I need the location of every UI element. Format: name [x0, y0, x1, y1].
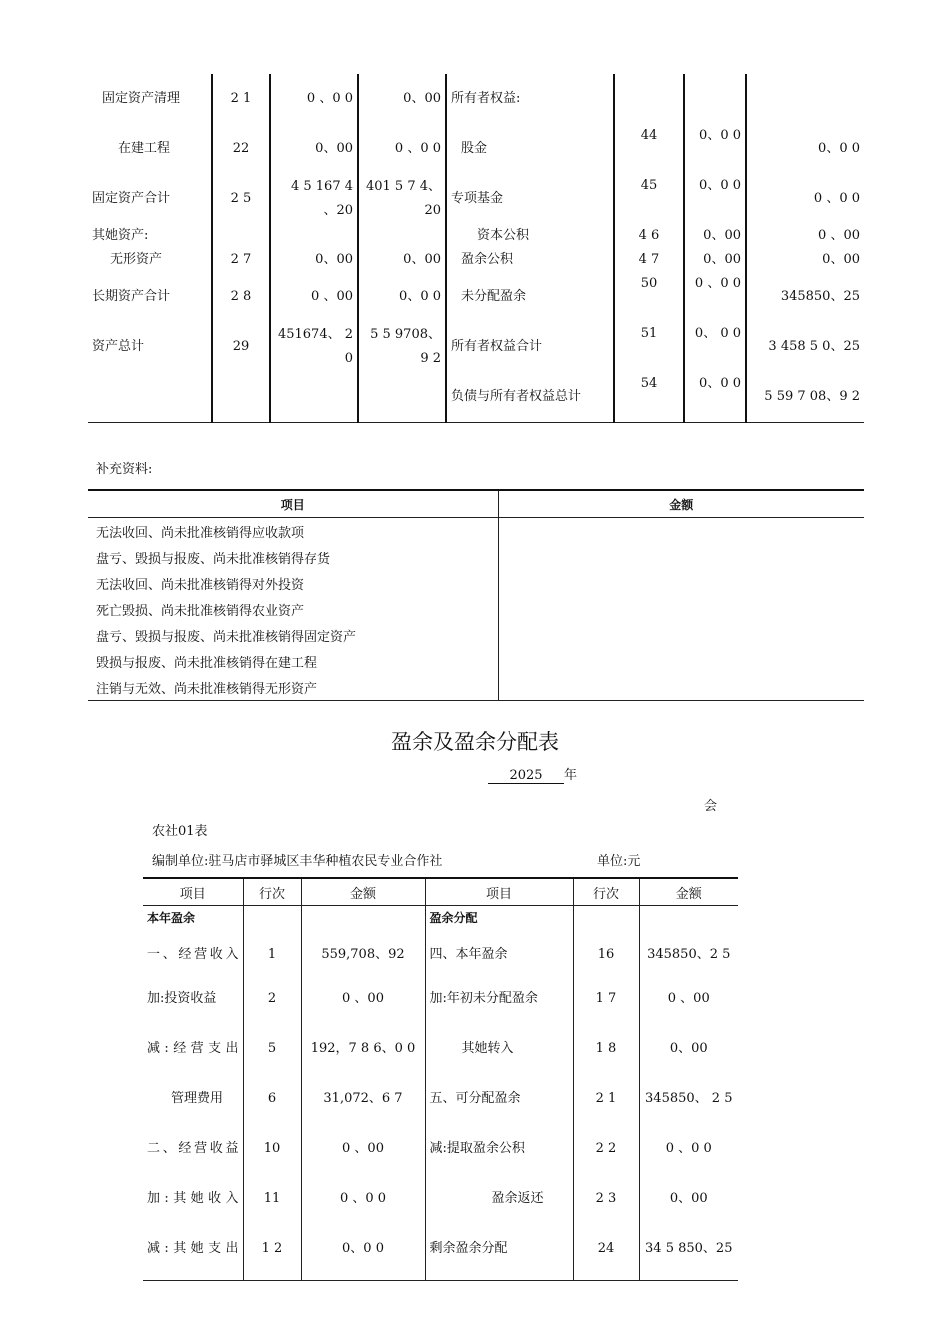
profit-item: 减:经营支出: [147, 1041, 239, 1056]
distribution-line: 1 7: [573, 980, 639, 1018]
balance-row: [88, 372, 864, 422]
form-number: 农社01表: [152, 824, 208, 839]
equity-end-cell: 5 59 7 08、9 2: [746, 372, 864, 422]
distribution-item: 盈余返还: [425, 1180, 573, 1218]
supplement-row: [88, 544, 864, 570]
end-cell: 0 、0 0: [358, 124, 446, 174]
supplement-row: [88, 648, 864, 674]
supplement-item: 注销与无效、尚未批准核销得无形资产: [96, 681, 318, 697]
distribution-line: 1 8: [573, 1018, 639, 1080]
equity-end-cell: 0、0 0: [746, 124, 864, 174]
profit-item: 加:其她收入: [147, 1191, 239, 1206]
profit-line: 10: [243, 1118, 301, 1180]
supplement-item: 无法收回、尚未批准核销得应收款项: [96, 525, 305, 541]
distribution-amount: 0、00: [639, 1018, 738, 1080]
supplement-item: 盘亏、毁损与报废、尚未批准核销得存货: [96, 551, 331, 567]
end-cell: 0、00: [358, 74, 446, 124]
report-year: 2025 年: [488, 764, 577, 784]
begin-cell: [270, 372, 358, 422]
supplement-amount: [498, 674, 864, 701]
begin-cell: 4 5 167 4 、20: [270, 174, 358, 224]
distribution-amount: 345850、2 5: [639, 930, 738, 980]
line-cell: 2 5: [212, 174, 270, 224]
profit-item: 减:其她支出: [147, 1240, 239, 1256]
supplement-row: [88, 518, 864, 545]
profit-line: 1: [243, 930, 301, 980]
line-cell: 22: [212, 124, 270, 174]
profit-amount: 0 、0 0: [301, 1180, 425, 1218]
supplement-row: [88, 596, 864, 622]
equity-line-cell: 51: [614, 322, 684, 372]
profit-row: [143, 1118, 738, 1180]
begin-cell: 451674、 2 0: [270, 322, 358, 372]
equity-begin-cell: 0、0 0: [684, 174, 746, 224]
equity-line-cell: 4 7: [614, 248, 684, 272]
profit-amount: 31,072、6 7: [301, 1080, 425, 1118]
empty-cell: [573, 906, 639, 931]
balance-row: [88, 74, 864, 124]
end-cell: 401 5 7 4、20: [358, 174, 446, 224]
supplement-row: [88, 570, 864, 596]
equity-item-cell: 盈余公积: [446, 248, 614, 272]
profit-item: 加:投资收益: [147, 991, 217, 1006]
equity-end-cell: 345850、25: [746, 272, 864, 322]
profit-amount: 192，7 8 6、0 0: [301, 1018, 425, 1080]
distribution-line: 2 2: [573, 1118, 639, 1180]
profit-header: 金额: [639, 878, 738, 906]
profit-line: 6: [243, 1080, 301, 1118]
line-cell: 2 1: [212, 74, 270, 124]
profit-line: 11: [243, 1180, 301, 1218]
item-cell: 其她资产:: [92, 228, 149, 243]
empty-cell: [243, 906, 301, 931]
profit-header: 行次: [573, 878, 639, 906]
distribution-line: 2 1: [573, 1080, 639, 1118]
profit-line: 1 2: [243, 1218, 301, 1280]
equity-item-cell: 专项基金: [446, 174, 614, 224]
item-cell: 资产总计: [92, 339, 145, 354]
item-cell: 固定资产合计: [92, 191, 171, 206]
end-cell: [358, 372, 446, 422]
item-cell: 在建工程: [118, 141, 171, 156]
supplement-item: 无法收回、尚未批准核销得对外投资: [96, 577, 305, 593]
equity-line-cell: 44: [614, 124, 684, 174]
compiling-unit: [152, 850, 641, 869]
profit-row: [143, 980, 738, 1018]
equity-begin-cell: 0、00: [684, 224, 746, 248]
supplement-amount: [498, 570, 864, 596]
equity-line-cell: 50: [614, 272, 684, 322]
equity-item-cell: 所有者权益合计: [446, 322, 614, 372]
supplement-label: 补充资料:: [96, 462, 153, 477]
profit-amount: 559,708、92: [301, 930, 425, 980]
equity-begin-cell: [684, 74, 746, 124]
equity-end-cell: 0 、0 0: [746, 174, 864, 224]
profit-row: [143, 1218, 738, 1280]
supplement-header-amount: 金额: [498, 490, 864, 518]
begin-cell: 0 、0 0: [270, 74, 358, 124]
section-surplus-distribution: 盈余分配: [425, 906, 573, 931]
supplement-item: 盘亏、毁损与报废、尚未批准核销得固定资产: [96, 629, 357, 645]
equity-end-cell: 3 458 5 0、25: [746, 322, 864, 372]
profit-amount: 0、0 0: [301, 1218, 425, 1280]
supplement-amount: [498, 518, 864, 545]
section-current-surplus: 本年盈余: [147, 911, 196, 925]
distribution-line: 24: [573, 1218, 639, 1280]
equity-item-cell: 股金: [446, 124, 614, 174]
currency-unit: 单位:元: [597, 854, 641, 869]
item-cell: 无形资产: [110, 252, 163, 267]
distribution-item: 其她转入: [425, 1018, 573, 1080]
profit-line: 5: [243, 1018, 301, 1080]
begin-cell: [270, 224, 358, 248]
equity-begin-cell: 0、0 0: [684, 124, 746, 174]
balance-row: [88, 124, 864, 174]
begin-cell: 0、00: [270, 124, 358, 174]
profit-row: [143, 1180, 738, 1218]
balance-row: [88, 322, 864, 372]
distribution-amount: 345850、 2 5: [639, 1080, 738, 1118]
supplement-item: 毁损与报废、尚未批准核销得在建工程: [96, 655, 318, 671]
end-cell: [358, 224, 446, 248]
line-cell: 2 8: [212, 272, 270, 322]
supplement-amount: [498, 544, 864, 570]
profit-table-title: 盈余及盈余分配表: [391, 730, 559, 754]
line-cell: [212, 372, 270, 422]
supplement-amount: [498, 596, 864, 622]
profit-line: 2: [243, 980, 301, 1018]
distribution-amount: 0、00: [639, 1180, 738, 1218]
profit-header: 项目: [143, 878, 243, 906]
distribution-item: 减:提取盈余公积: [425, 1118, 573, 1180]
distribution-item: 剩余盈余分配: [425, 1218, 573, 1280]
supplement-row: [88, 674, 864, 701]
equity-begin-cell: 0、 0 0: [684, 322, 746, 372]
distribution-amount: 0 、00: [639, 980, 738, 1018]
supplement-table: [88, 489, 864, 701]
compiling-unit-name: 编制单位:驻马店市驿城区丰华种植农民专业合作社: [152, 854, 443, 869]
line-cell: [212, 224, 270, 248]
distribution-line: 2 3: [573, 1180, 639, 1218]
profit-item: 二、经营收益: [147, 1141, 239, 1156]
distribution-item: 加:年初未分配盈余: [425, 980, 573, 1018]
end-cell: 0、00: [358, 248, 446, 272]
equity-begin-cell: 0、00: [684, 248, 746, 272]
profit-amount: 0 、00: [301, 1118, 425, 1180]
profit-section-row: [143, 906, 738, 931]
equity-end-cell: 0、00: [746, 248, 864, 272]
balance-sheet-table: [88, 74, 864, 423]
balance-row: [88, 272, 864, 322]
equity-line-cell: [614, 74, 684, 124]
item-cell: 长期资产合计: [92, 289, 171, 304]
profit-item: 管理费用: [171, 1091, 224, 1106]
balance-row: [88, 248, 864, 272]
distribution-amount: 0 、0 0: [639, 1118, 738, 1180]
supplement-amount: [498, 622, 864, 648]
supplement-amount: [498, 648, 864, 674]
profit-header: 金额: [301, 878, 425, 906]
profit-amount: 0 、00: [301, 980, 425, 1018]
profit-row: [143, 1018, 738, 1080]
profit-row: [143, 930, 738, 980]
distribution-amount: 34 5 850、25: [639, 1218, 738, 1280]
equity-end-cell: [746, 74, 864, 124]
profit-header: 项目: [425, 878, 573, 906]
distribution-item: 四、本年盈余: [425, 930, 573, 980]
profit-distribution-table: [143, 877, 738, 1281]
begin-cell: 0 、00: [270, 272, 358, 322]
begin-cell: 0、00: [270, 248, 358, 272]
distribution-line: 16: [573, 930, 639, 980]
equity-end-cell: 0 、00: [746, 224, 864, 248]
item-cell: 固定资产清理: [102, 91, 181, 106]
equity-item-cell: 资本公积: [446, 224, 614, 248]
equity-line-cell: 4 6: [614, 224, 684, 248]
end-cell: 0、0 0: [358, 272, 446, 322]
equity-item-cell: 负债与所有者权益总计: [446, 372, 614, 422]
line-cell: 29: [212, 322, 270, 372]
line-cell: 2 7: [212, 248, 270, 272]
item-cell: [88, 372, 212, 422]
balance-row: [88, 224, 864, 248]
supplement-row: [88, 622, 864, 648]
empty-cell: [639, 906, 738, 931]
profit-row: [143, 1080, 738, 1118]
empty-cell: [301, 906, 425, 931]
header-hui: 会: [704, 799, 718, 814]
distribution-item: 五、可分配盈余: [425, 1080, 573, 1118]
supplement-header-item: 项目: [88, 490, 498, 518]
equity-item-cell: 所有者权益:: [446, 74, 614, 124]
supplement-item: 死亡毁损、尚未批准核销得农业资产: [96, 603, 305, 619]
equity-item-cell: 未分配盈余: [446, 272, 614, 322]
equity-line-cell: 54: [614, 372, 684, 422]
end-cell: 5 5 9708、 9 2: [358, 322, 446, 372]
profit-item: 一、经营收入: [147, 947, 239, 962]
balance-row: [88, 174, 864, 224]
equity-begin-cell: 0 、0 0: [684, 272, 746, 322]
profit-header: 行次: [243, 878, 301, 906]
equity-line-cell: 45: [614, 174, 684, 224]
equity-begin-cell: 0、0 0: [684, 372, 746, 422]
